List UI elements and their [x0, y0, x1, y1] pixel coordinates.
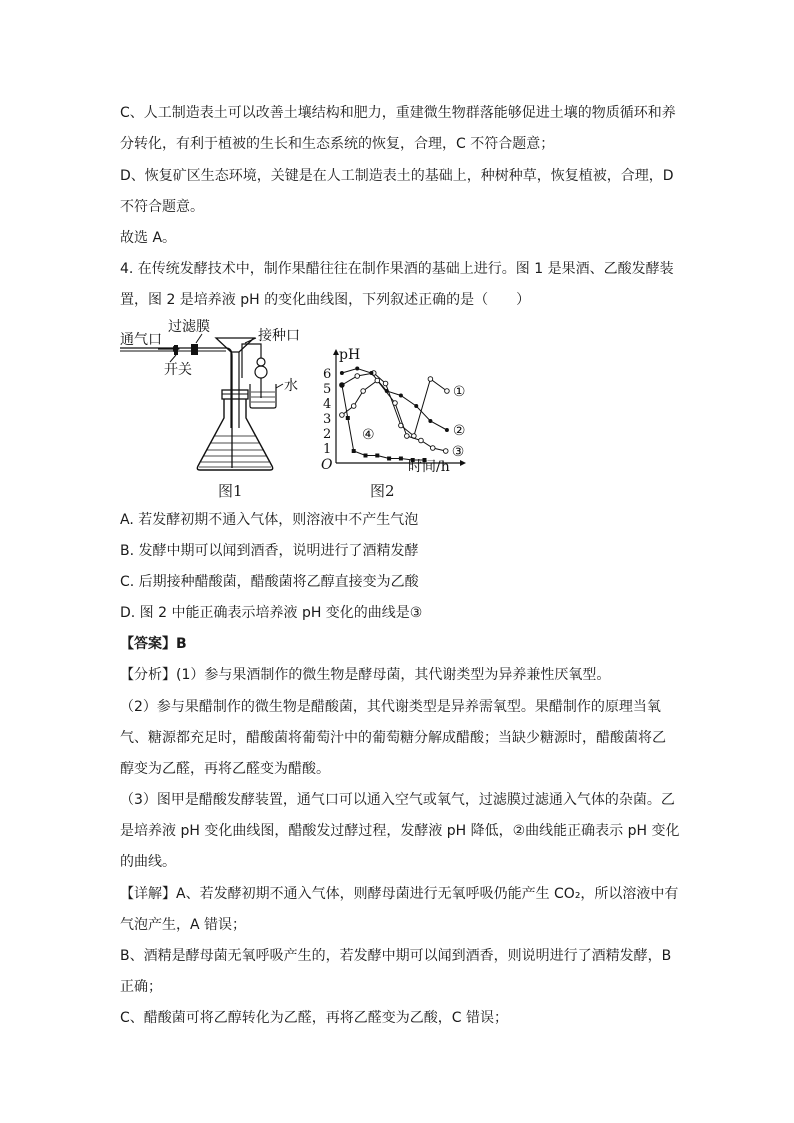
data-point — [361, 389, 366, 394]
y-axis-label: pH — [339, 347, 361, 363]
data-point — [346, 416, 350, 420]
detail-line: 【详解】A、若发酵初期不通入气体，则酵母菌进行无氧呼吸仍能产生 CO₂，所以溶液中有 — [120, 886, 679, 902]
figure1-caption: 图1 — [218, 482, 243, 500]
data-point — [340, 413, 345, 418]
option-c: C. 后期接种醋酸菌，醋酸菌将乙醇直接变为乙酸 — [120, 574, 419, 590]
figure2-caption: 图2 — [370, 482, 395, 500]
text-line: 不符合题意。 — [120, 199, 204, 215]
question-stem: 4. 在传统发酵技术中，制作果醋往往在制作果酒的基础上进行。图 1 是果酒、乙酸发酵装 — [120, 261, 674, 277]
inoculation-label: 接种口 — [258, 328, 300, 344]
data-point — [355, 374, 360, 379]
series-line — [342, 385, 425, 460]
data-point — [405, 434, 410, 439]
origin-label: O — [321, 457, 333, 473]
data-point — [399, 394, 403, 398]
option-b: B. 发酵中期可以闻到酒香，说明进行了酒精发酵 — [120, 543, 419, 559]
x-axis-label: 时间/h — [408, 459, 450, 475]
y-tick-label: 2 — [323, 427, 332, 442]
data-point — [399, 457, 403, 461]
water-label: 水 — [284, 378, 298, 394]
data-point — [443, 449, 448, 454]
data-point — [340, 383, 344, 387]
filter-label: 过滤膜 — [168, 319, 210, 335]
data-point — [364, 454, 368, 458]
data-point — [351, 404, 356, 409]
y-tick-label: 1 — [323, 442, 332, 457]
switch-label: 开关 — [164, 362, 192, 378]
series-label: ① — [452, 384, 466, 400]
y-tick-label: 6 — [323, 367, 332, 382]
option-a: A. 若发酵初期不通入气体，则溶液中不产生气泡 — [120, 512, 419, 528]
analysis-line: 气、糖源都充足时，醋酸菌将葡萄汁中的葡萄糖分解成醋酸；当缺少糖源时，醋酸菌将乙 — [120, 730, 666, 746]
data-point — [414, 404, 418, 408]
filter-membrane-icon — [191, 344, 198, 355]
text-line: D、恢复矿区生态环境，关键是在人工制造表土的基础上，种树种草，恢复植被，合理，D — [120, 168, 674, 184]
chart-series — [340, 367, 466, 463]
data-point — [430, 446, 435, 451]
data-point — [428, 377, 433, 382]
answer: 【答案】B — [120, 636, 187, 652]
y-tick-label: 5 — [323, 382, 332, 397]
data-point — [387, 457, 391, 461]
data-point — [375, 378, 380, 383]
inoculation-funnel — [216, 338, 254, 352]
x-axis-arrow-icon — [460, 460, 466, 466]
switch-icon — [174, 345, 178, 355]
data-point — [355, 367, 359, 371]
analysis-line: （3）图甲是醋酸发酵装置，通气口可以通入空气或氧气，过滤膜过滤通入气体的杂菌。乙 — [120, 792, 675, 808]
analysis-line: 是培养液 pH 变化曲线图，醋酸发过酵过程，发酵液 pH 降低，②曲线能正确表示 pH 变化 — [120, 823, 680, 839]
conical-flask — [197, 399, 272, 470]
data-point — [375, 454, 379, 458]
water-beaker — [250, 384, 276, 408]
analysis-line: （2）参与果醋制作的微生物是醋酸菌，其代谢类型是异养需氧型。果醋制作的原理当氧 — [120, 699, 661, 715]
text-line: 故选 A。 — [120, 230, 177, 246]
outlet-tube — [242, 344, 261, 378]
text-line: 分转化，有利于植被的生长和生态系统的恢复，合理，C 不符合题意； — [120, 136, 555, 152]
series-label: ② — [452, 423, 466, 439]
data-point — [352, 449, 356, 453]
data-point — [445, 389, 450, 394]
detail-line: B、酒精是酵母菌无氧呼吸产生的，若发酵中期可以闻到酒香，则说明进行了酒精发酵，B — [120, 948, 672, 964]
analysis-line: 的曲线。 — [120, 854, 176, 870]
data-point — [445, 428, 449, 432]
analysis-line: 【分析】(1）参与果酒制作的微生物是酵母菌，其代谢类型为异养兼性厌氧型。 — [120, 667, 611, 683]
y-tick-label: 3 — [323, 412, 332, 427]
data-point — [383, 381, 388, 386]
question-stem: 置，图 2 是培养液 pH 的变化曲线图，下列叙述正确的是（ ） — [120, 292, 531, 308]
detail-line: 正确； — [120, 979, 162, 995]
inlet-label: 通气口 — [120, 332, 162, 348]
data-point — [428, 419, 432, 423]
y-tick-label: 4 — [323, 397, 332, 412]
fermentation-apparatus-figure — [118, 318, 318, 498]
data-point — [369, 371, 373, 375]
data-point — [393, 401, 398, 406]
analysis-line: 醇变为乙醛，再将乙醛变为醋酸。 — [120, 761, 330, 777]
detail-line: C、醋酸菌可将乙醇转化为乙醛，再将乙醛变为乙酸，C 错误； — [120, 1010, 508, 1026]
text-line: C、人工制造表土可以改善土壤结构和肥力，重建微生物群落能够促进土壤的物质循环和养 — [120, 105, 676, 121]
option-d: D. 图 2 中能正确表示培养液 pH 变化的曲线是③ — [120, 605, 423, 621]
series-label: ③ — [451, 444, 465, 460]
ph-chart — [318, 345, 468, 475]
series-label: ④ — [361, 427, 375, 443]
data-point — [419, 438, 424, 443]
data-point — [340, 371, 344, 375]
series-line — [342, 381, 446, 452]
detail-line: 气泡产生，A 错误； — [120, 917, 247, 933]
